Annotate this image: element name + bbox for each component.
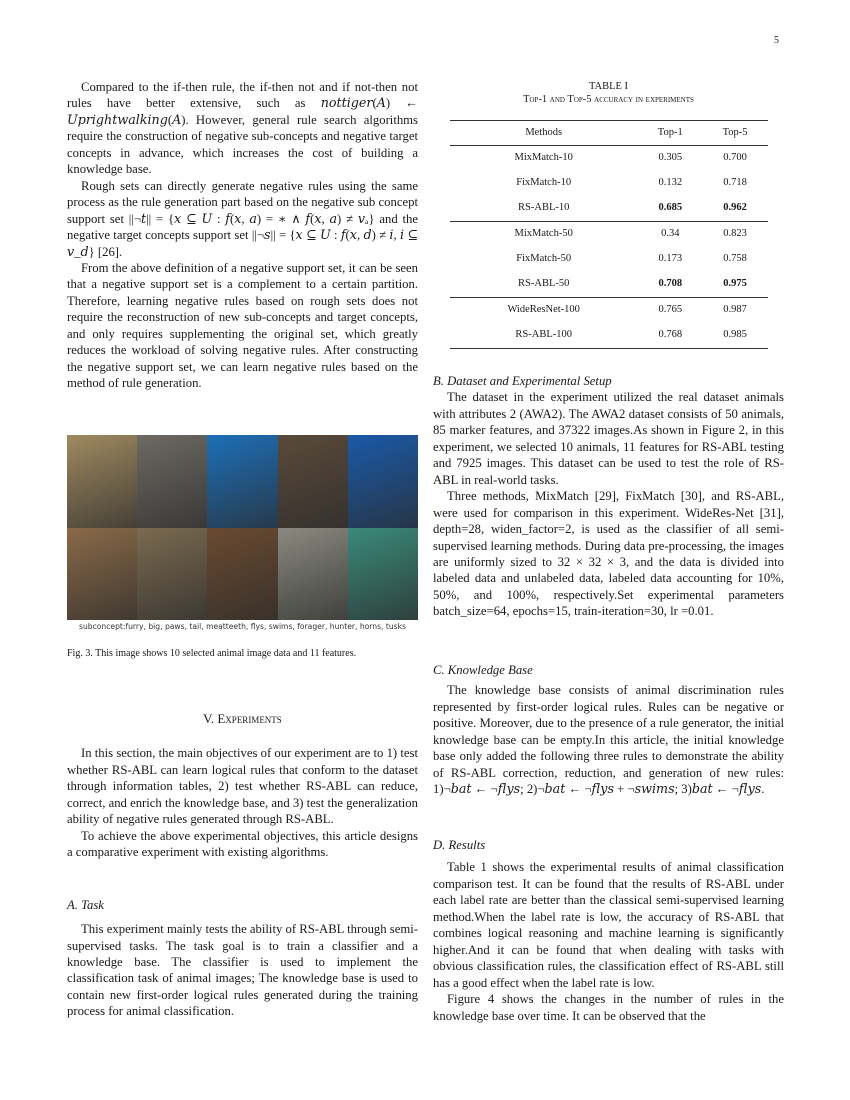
left-column-top [67,79,418,392]
cell-top1: 0.132 [658,177,683,189]
subsection-heading: B. Dataset and Experimental Setup [433,374,612,388]
cell-top5: 0.758 [723,253,747,265]
paragraph: This experiment mainly tests the ability of RS-ABL through semi-supervised tasks. The task goal is to train a classifier and a knowledge base. The classifier is used to implement the classification task of animal images; The knowledge base is used to contain new first-order logical rules generated during the training process for animal classification. [67,922,418,1019]
cell-top5: 0.962 [703,196,768,222]
knowledge-base-section [433,662,784,798]
cell-top1: 0.34 [661,228,680,240]
header-methods: Methods [450,121,638,146]
header-top1: Top-1 [638,121,703,146]
cell-method: FixMatch-10 [516,177,572,189]
table-row [450,146,768,172]
animal-photo [348,528,418,621]
cell-top1: 0.685 [638,196,703,222]
table-row [450,323,768,349]
cell-top5: 0.985 [703,323,768,349]
animal-photo [67,528,137,621]
accuracy-table [450,120,768,349]
cell-top5: 0.975 [703,272,768,298]
cell-method: MixMatch-10 [514,152,573,164]
animal-photo [278,528,348,621]
subsection-heading: A. Task [67,897,104,912]
cell-top5: 0.987 [723,304,747,316]
header-top5: Top-5 [703,121,768,146]
animal-photo [207,435,277,528]
cell-top5: 0.823 [723,228,747,240]
cell-top1: 0.173 [658,253,683,265]
table-label: TABLE I [588,81,629,92]
cell-top1: 0.768 [638,323,703,349]
paragraph: The knowledge base consists of animal discrimination rules represented by first-order logical rules. Rules can be negative or positive. Moreover, due to the presence of a rule generator, the initial knowledge base can be empty.In this article, the initial knowledge base only added the following three rules to demonstrate the ability of RS-ABL correction, reduction, and generation of new rules: 1)¬𝑏𝑎𝑡 ← ¬𝑓𝑙𝑦𝑠; 2)¬𝑏𝑎𝑡 ← ¬𝑓𝑙𝑦𝑠 + ¬𝑠𝑤𝑖𝑚𝑠; 3)𝑏𝑎𝑡 ← ¬𝑓𝑙𝑦𝑠. [433,683,784,797]
cell-method: WideResNet-100 [507,304,580,316]
table-title: Top-1 and Top-5 accuracy in experiments [523,94,694,105]
cell-method: RS-ABL-50 [450,272,638,298]
subsection-heading: D. Results [433,838,486,852]
paragraph: Rough sets can directly generate negative rules using the same process as the rule generation part based on the negative sub concept support set ||¬𝑡|| = {𝑥 ⊆ 𝑈 : 𝑓(𝑥, 𝑎) = ∗ ∧ 𝑓(𝑥, 𝑎) ≠ 𝑣ₐ} and the negative target concepts support set ||¬𝑠|| = {𝑥 ⊆ 𝑈 : 𝑓(𝑥, 𝑑) ≠ 𝑖, 𝑖 ⊆ 𝑣_𝑑} [26]. [67,178,418,259]
cell-top1: 0.708 [638,272,703,298]
cell-method: MixMatch-50 [514,228,573,240]
paragraph: Figure 4 shows the changes in the number of rules in the knowledge base over time. It can be observed that the [433,992,784,1023]
table-header-row [450,121,768,146]
animal-photo [67,435,137,528]
experiments-section [67,711,418,1020]
animal-photo [137,435,207,528]
cell-top1: 0.305 [658,152,683,164]
animal-image-grid [67,435,418,620]
cell-top5: 0.718 [723,177,747,189]
dataset-section [433,373,784,620]
paragraph: From the above definition of a negative support set, it can be seen that a negative support set is a complement to a certain partition. Therefore, learning negative rules based on rough sets does not require the reconstruction of new sub-concepts and target concepts, and only requires supplementing the original set, which greatly reduces the workload of solving negative rules. After constructing the negative support set, we can learn negative rules based on the method of rule generation. [67,260,418,391]
figure-subconcept-label: subconcept:furry, big, paws, tail, meatteeth, flys, swims, forager, hunter, horns, tusks [79,622,406,631]
table-row [450,298,768,324]
cell-top1: 0.765 [658,304,683,316]
cell-method: FixMatch-50 [516,253,572,265]
table-row [450,247,768,272]
table-row [450,171,768,196]
page-number: 5 [774,35,779,46]
cell-method: RS-ABL-10 [450,196,638,222]
paragraph: Compared to the if-then rule, the if-then not and if not-then not rules have better extensive, such as 𝑛𝑜𝑡𝑡𝑖𝑔𝑒𝑟(𝐴) ← 𝑈𝑝𝑟𝑖𝑔ℎ𝑡𝑤𝑎𝑙𝑘𝑖𝑛𝑔(𝐴). However, general rule search algorithms require the construction of negative sub-concepts and negative target concepts in advance, which increases the cost of building a knowledge base. [67,80,418,177]
paragraph: Three methods, MixMatch [29], FixMatch [30], and RS-ABL, were used for comparison in this experiment. WideRes-Net [31], depth=28, widen_factor=2, is used as the classifier of all semi-supervised learning methods. During data pre-processing, the images are uniformly sized to 32 × 32 × 3, and the data is divided into labeled data and unlabeled data, labeled data accounting for 10%, 50%, and 100%, respectively.Set experimental parameters batch_size=64, epochs=15, train-iteration=30, lr =0.01. [433,489,784,619]
cell-method: RS-ABL-100 [450,323,638,349]
paragraph: Table 1 shows the experimental results of animal classification comparison test. It can be found that the results of RS-ABL under each label rate are better than the classical semi-supervised learning method.When the label rate is low, the accuracy of RS-ABL that combines logical reasoning and machine learning is significantly higher.And it can be found that when dealing with tasks with obvious classification rules, the classification effect of RS-ABL still has a good effect when the label rate is low. [433,860,784,990]
paragraph: To achieve the above experimental objectives, this article designs a comparative experiment with existing algorithms. [67,828,418,860]
animal-photo [137,528,207,621]
animal-photo [348,435,418,528]
paragraph: The dataset in the experiment utilized the real dataset animals with attributes 2 (AWA2). The AWA2 dataset consists of 50 animals, 85 marker features, and 37322 images.As shown in Figure 2, in this experiment, we selected 10 animals, 11 features for RS-ABL testing and 7925 images. This dataset can be used to test the role of RS-ABL in real-world tasks. [433,390,784,487]
table-block [433,80,784,349]
section-heading: V. Experiments [203,711,282,726]
table-row [450,272,768,298]
animal-photo [278,435,348,528]
table-row [450,222,768,248]
animal-photo [207,528,277,621]
table-row [450,196,768,222]
paragraph: In this section, the main objectives of our experiment are to 1) test whether RS-ABL can learn logical rules that conform to the dataset through information tables, 2) test whether RS-ABL can reduce, correct, and enrich the knowledge base, and 3) test the generalization ability of negative rules generated through RS-ABL. [67,746,418,827]
cell-top5: 0.700 [723,152,747,164]
subsection-heading: C. Knowledge Base [433,663,533,677]
results-section [433,837,784,1024]
figure-caption: Fig. 3. This image shows 10 selected animal image data and 11 features. [67,648,357,659]
